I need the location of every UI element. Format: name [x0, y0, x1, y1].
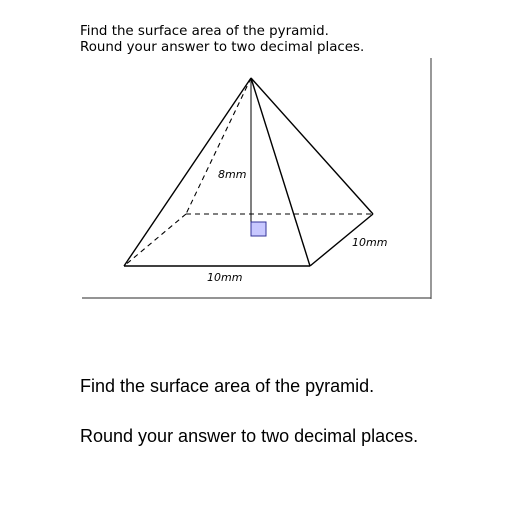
header-rounding-note: Round your answer to two decimal places.: [80, 39, 365, 55]
header-instruction: Find the surface area of the pyramid.: [80, 24, 329, 39]
question-instruction: Find the surface area of the pyramid.: [80, 376, 375, 396]
problem-header: [80, 24, 364, 55]
depth-label: 10mm: [352, 236, 388, 249]
edge-apex-back-right: [251, 78, 373, 214]
height-label: 8mm: [218, 168, 247, 181]
hidden-edge-left-base: [124, 214, 186, 266]
edge-apex-front-right: [251, 78, 310, 266]
pyramid-diagram: [82, 58, 432, 300]
width-label: 10mm: [207, 271, 243, 284]
right-angle-marker: [251, 222, 266, 236]
question-rounding-note: Round your answer to two decimal places.: [80, 426, 419, 446]
hidden-edge-apex-back: [186, 78, 251, 214]
pyramid-figure: [82, 58, 432, 300]
